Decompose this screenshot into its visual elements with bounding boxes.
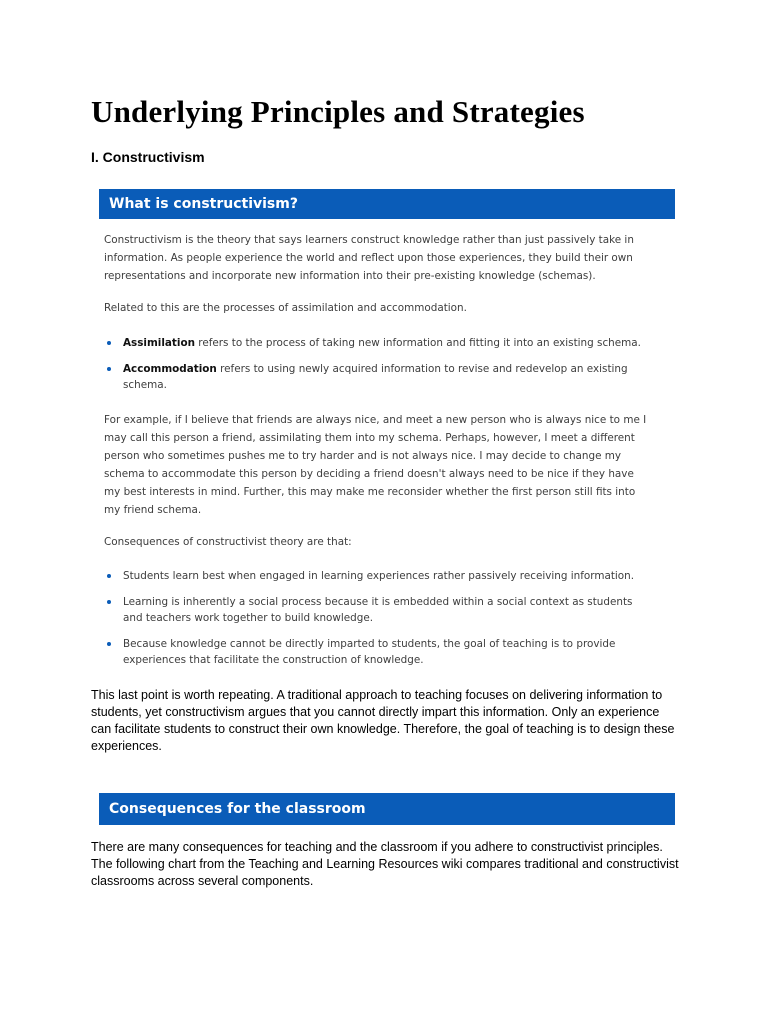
- list-item: [106, 568, 652, 585]
- definition-text: refers to using newly acquired information to revise and redevelop an existing schema.: [123, 362, 628, 391]
- bullet-icon: [107, 574, 111, 578]
- consequence-text: Learning is inherently a social process because it is embedded within a social context as students and teachers work together to build knowledge.: [123, 595, 633, 624]
- consequences-intro: Consequences of constructivist theory are that:: [104, 536, 352, 548]
- consequences-list: [106, 568, 652, 669]
- bullet-icon: [107, 600, 111, 604]
- list-item: [106, 636, 652, 669]
- example-paragraph: For example, if I believe that friends are always nice, and meet a new person who is always nice to me I may call this person a friend, assimilating them into my schema. Perhaps, however, I meet a different person who sometimes pushes me to try harder and is not always nice. I may decide to change my schema to accommodate this person by deciding a friend doesn't always need to be nice if they have my best interests in mind. Further, this may make me reconsider whether the first person still fits into my friend schema.: [104, 414, 647, 516]
- intro-paragraph: Constructivism is the theory that says learners construct knowledge rather than just passively take in information. As people experience the world and reflect upon those experiences, they build their own representations and incorporate new information into their pre-existing knowledge (schemas).: [104, 234, 634, 282]
- body-paragraph: This last point is worth repeating. A traditional approach to teaching focuses on delivering information to students, yet constructivism argues that you cannot directly impart this information. Only an experience can facilitate students to construct their own knowledge. Therefore, the goal of teaching is to design these experiences.: [91, 688, 675, 753]
- body-paragraph: There are many consequences for teaching and the classroom if you adhere to constructivist principles. The following chart from the Teaching and Learning Resources wiki compares traditional and constructivist classrooms across several components.: [91, 840, 679, 888]
- bullet-icon: [107, 341, 111, 345]
- related-paragraph: Related to this are the processes of assimilation and accommodation.: [104, 302, 467, 314]
- classroom-banner: Consequences for the classroom: [99, 793, 675, 825]
- definitions-list: [106, 335, 652, 394]
- constructivism-banner: What is constructivism?: [99, 189, 675, 219]
- consequence-text: Students learn best when engaged in learning experiences rather passively receiving information.: [123, 570, 635, 582]
- term-assimilation: Assimilation: [123, 337, 195, 349]
- bullet-icon: [107, 642, 111, 646]
- section-heading: I. Constructivism: [91, 149, 205, 165]
- definition-text: refers to the process of taking new information and fitting it into an existing schema.: [195, 337, 641, 349]
- bullet-icon: [107, 367, 111, 371]
- list-item: [106, 594, 652, 627]
- consequence-text: Because knowledge cannot be directly imparted to students, the goal of teaching is to provide experiences that facilitate the construction of knowledge.: [123, 637, 616, 666]
- list-item: [106, 361, 652, 394]
- list-item: [106, 335, 652, 352]
- page-title: Underlying Principles and Strategies: [91, 94, 585, 129]
- term-accommodation: Accommodation: [123, 362, 217, 375]
